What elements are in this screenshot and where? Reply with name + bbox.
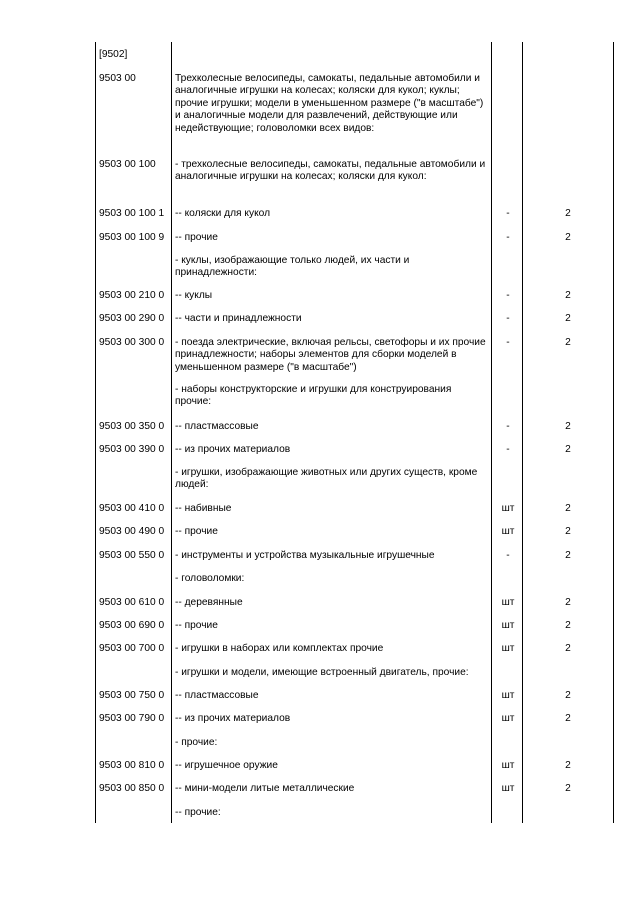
goods-description: -- пластмассовые [175, 421, 259, 432]
duty-rate: 2 [565, 760, 571, 771]
goods-description: - трехколесные велосипеды, самокаты, педальные автомобили и аналогичные игрушки на колесах; коляски для кукол: [175, 159, 486, 183]
goods-description: -- прочие [175, 232, 218, 243]
goods-description: - головоломки: [175, 573, 245, 584]
tariff-code: 9503 00 100 [99, 159, 156, 170]
goods-description: - наборы конструкторские и игрушки для конструирования прочие: [175, 384, 452, 408]
tariff-code: 9503 00 490 0 [99, 526, 165, 537]
column-divider [95, 42, 96, 823]
unit-of-measure: - [506, 550, 510, 561]
duty-rate: 2 [565, 550, 571, 561]
column-divider [613, 42, 614, 823]
unit-of-measure: - [506, 290, 510, 301]
tariff-code: 9503 00 350 0 [99, 421, 165, 432]
tariff-code: 9503 00 390 0 [99, 444, 165, 455]
unit-of-measure: шт [501, 526, 515, 537]
duty-rate: 2 [565, 620, 571, 631]
duty-rate: 2 [565, 783, 571, 794]
goods-description: -- коляски для кукол [175, 208, 271, 219]
duty-rate: 2 [565, 208, 571, 219]
goods-description: - поезда электрические, включая рельсы, светофоры и их прочие принадлежности; наборы элементов для сборки моделей в уменьшенном размере ("в масштабе") [175, 337, 486, 373]
column-divider [171, 42, 172, 823]
tariff-code: [9502] [99, 49, 128, 60]
goods-description: -- части и принадлежности [175, 313, 302, 324]
unit-of-measure: - [506, 232, 510, 243]
goods-description: -- пластмассовые [175, 690, 259, 701]
goods-description: -- из прочих материалов [175, 713, 291, 724]
duty-rate: 2 [565, 232, 571, 243]
duty-rate: 2 [565, 444, 571, 455]
tariff-code: 9503 00 100 1 [99, 208, 165, 219]
unit-of-measure: шт [501, 503, 515, 514]
tariff-code: 9503 00 300 0 [99, 337, 165, 348]
goods-description: Трехколесные велосипеды, самокаты, педальные автомобили и аналогичные игрушки на колесах; коляски для кукол; куклы; прочие игрушки; модели в уменьшенном размере ("в масштабе") и аналогичные модели для развлечений, действующие или недействующие; головоломки всех видов: [175, 73, 484, 134]
tariff-code: 9503 00 850 0 [99, 783, 165, 794]
unit-of-measure: - [506, 337, 510, 348]
unit-of-measure: - [506, 208, 510, 219]
tariff-code: 9503 00 [99, 73, 136, 84]
tariff-code: 9503 00 610 0 [99, 597, 165, 608]
unit-of-measure: шт [501, 620, 515, 631]
duty-rate: 2 [565, 526, 571, 537]
tariff-code: 9503 00 700 0 [99, 643, 165, 654]
goods-description: -- прочие [175, 620, 218, 631]
tariff-code: 9503 00 750 0 [99, 690, 165, 701]
unit-of-measure: - [506, 444, 510, 455]
duty-rate: 2 [565, 421, 571, 432]
unit-of-measure: шт [501, 597, 515, 608]
duty-rate: 2 [565, 713, 571, 724]
goods-description: -- из прочих материалов [175, 444, 291, 455]
goods-description: -- набивные [175, 503, 232, 514]
goods-description: - прочие: [175, 737, 218, 748]
unit-of-measure: шт [501, 690, 515, 701]
duty-rate: 2 [565, 313, 571, 324]
unit-of-measure: шт [501, 760, 515, 771]
duty-rate: 2 [565, 643, 571, 654]
tariff-code: 9503 00 790 0 [99, 713, 165, 724]
goods-description: -- прочие: [175, 807, 221, 818]
duty-rate: 2 [565, 690, 571, 701]
duty-rate: 2 [565, 503, 571, 514]
unit-of-measure: шт [501, 643, 515, 654]
tariff-code: 9503 00 410 0 [99, 503, 165, 514]
unit-of-measure: - [506, 421, 510, 432]
goods-description: -- мини-модели литые металлические [175, 783, 355, 794]
duty-rate: 2 [565, 597, 571, 608]
goods-description: - инструменты и устройства музыкальные игрушечные [175, 550, 435, 561]
goods-description: - куклы, изображающие только людей, их части и принадлежности: [175, 255, 410, 279]
duty-rate: 2 [565, 337, 571, 348]
unit-of-measure: шт [501, 783, 515, 794]
unit-of-measure: - [506, 313, 510, 324]
unit-of-measure: шт [501, 713, 515, 724]
tariff-code: 9503 00 210 0 [99, 290, 165, 301]
duty-rate: 2 [565, 290, 571, 301]
tariff-code: 9503 00 690 0 [99, 620, 165, 631]
tariff-code: 9503 00 290 0 [99, 313, 165, 324]
goods-description: -- игрушечное оружие [175, 760, 278, 771]
goods-description: -- деревянные [175, 597, 243, 608]
column-divider [491, 42, 492, 823]
tariff-code: 9503 00 550 0 [99, 550, 165, 561]
goods-description: - игрушки и модели, имеющие встроенный двигатель, прочие: [175, 667, 469, 678]
goods-description: - игрушки, изображающие животных или других существ, кроме людей: [175, 467, 478, 491]
tariff-code: 9503 00 810 0 [99, 760, 165, 771]
goods-description: - игрушки в наборах или комплектах прочие [175, 643, 384, 654]
tariff-code: 9503 00 100 9 [99, 232, 165, 243]
goods-description: -- куклы [175, 290, 213, 301]
goods-description: -- прочие [175, 526, 218, 537]
